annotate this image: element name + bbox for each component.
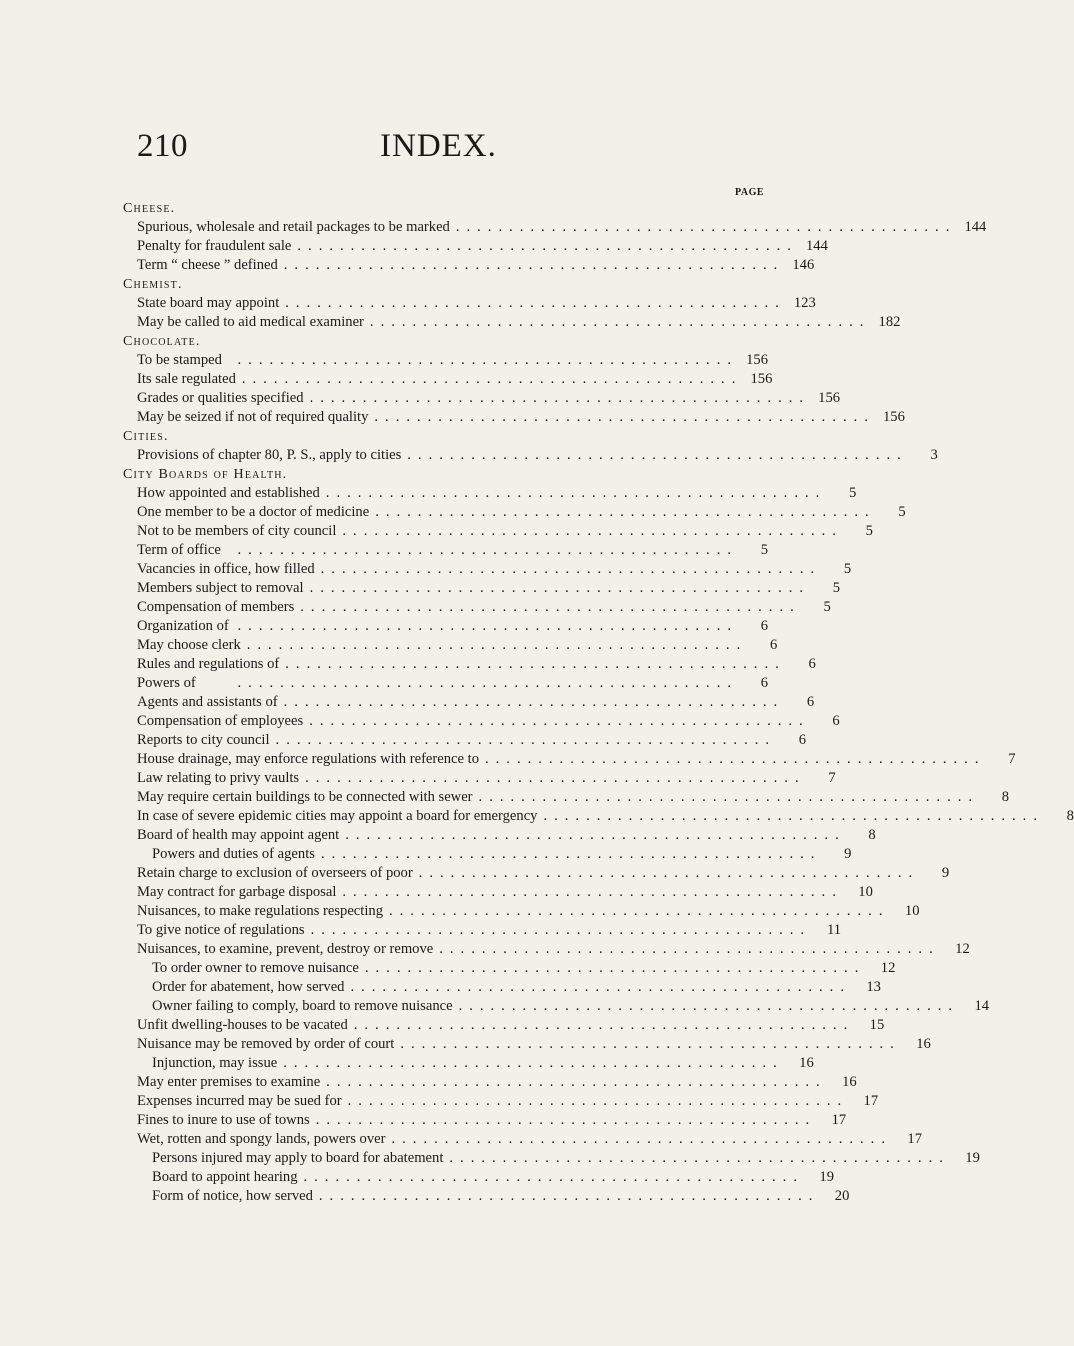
index-entry (123, 503, 906, 522)
entry-text: May be called to aid medical examiner (137, 314, 364, 330)
entry-page-number: 17 (907, 1131, 922, 1147)
entry-page-number: 17 (863, 1093, 879, 1109)
dot-leader: ............................................... (283, 1055, 784, 1071)
index-entry (123, 256, 815, 275)
entry-text: Members subject to removal (137, 580, 304, 596)
index-entry (123, 541, 768, 560)
entry-page-number: 17 (831, 1112, 847, 1128)
page-title: INDEX. (380, 128, 497, 164)
entry-page-number: 6 (760, 675, 768, 691)
entry-page-number: 6 (806, 694, 815, 710)
dot-leader: ............................................... (418, 865, 920, 881)
dot-leader: ............................................... (320, 846, 822, 862)
entry-text: Reports to city council (137, 732, 270, 748)
entry-text: Its sale regulated (137, 371, 236, 387)
entry-page-number: 9 (844, 846, 852, 862)
index-entry (123, 788, 1010, 807)
dot-leader: ............................................... (315, 1112, 817, 1128)
index-entry (123, 370, 773, 389)
entry-page-number: 14 (974, 998, 990, 1014)
dot-leader: ............................................... (345, 827, 846, 843)
dot-leader: ............................................... (400, 1036, 901, 1052)
index-entry (123, 845, 852, 864)
index-entry (123, 389, 841, 408)
dot-leader: ............................................... (297, 238, 798, 254)
dot-leader: ............................................... (375, 504, 876, 520)
entry-text: To order owner to remove nuisance (152, 960, 359, 976)
entry-text: Law relating to privy vaults (137, 770, 300, 786)
dot-leader: ............................................... (285, 656, 786, 672)
entry-text: How appointed and established (137, 485, 320, 501)
dot-leader: ............................................... (439, 941, 940, 957)
entry-text: Owner failing to comply, board to remove nuisance (152, 998, 453, 1014)
entry-page-number: 156 (750, 371, 773, 387)
dot-leader: ............................................... (237, 618, 738, 634)
index-entry (123, 522, 873, 541)
index-entry (123, 959, 896, 978)
dot-leader: ............................................... (303, 1169, 804, 1185)
dot-leader: ............................................... (246, 637, 748, 653)
dot-leader: ............................................... (320, 561, 822, 577)
entry-text: Grades or qualities specified (137, 390, 304, 406)
entry-text: May choose clerk (137, 637, 241, 653)
entry-text: Vacancies in office, how filled (137, 561, 315, 577)
section-heading: Cheese. (123, 201, 176, 216)
index-entry (123, 731, 807, 750)
entry-page-number: 20 (834, 1188, 850, 1204)
dot-leader: ............................................... (374, 409, 875, 425)
entry-text: Term “ cheese ” defined (137, 257, 278, 273)
entry-text: Agents and assistants of (137, 694, 278, 710)
index-entry (123, 560, 852, 579)
entry-page-number: 156 (883, 409, 905, 425)
entry-page-number: 12 (955, 941, 970, 957)
entry-page-number: 5 (848, 485, 857, 501)
entry-page-number: 5 (832, 580, 841, 596)
entry-page-number: 13 (866, 979, 881, 995)
entry-page-number: 6 (808, 656, 816, 672)
entry-text: Organization of (137, 618, 229, 634)
entry-text: Nuisances, to examine, prevent, destroy or remove (137, 941, 434, 957)
section-heading: Cities. (123, 429, 169, 444)
entry-page-number: 5 (865, 523, 873, 539)
dot-leader: ............................................... (241, 371, 743, 387)
section-heading: Chemist. (123, 277, 183, 292)
dot-leader: ............................................... (305, 770, 806, 786)
dot-leader: ............................................... (391, 1131, 892, 1147)
index-entry (123, 693, 815, 712)
dot-leader: ............................................... (407, 447, 908, 463)
dot-leader: ............................................... (342, 523, 843, 539)
index-entry (123, 921, 842, 940)
entry-text: Expenses incurred may be sued for (137, 1093, 342, 1109)
index-entry (123, 313, 901, 332)
entry-text: Powers of (137, 675, 196, 691)
entry-page-number: 5 (760, 542, 768, 558)
entry-page-number: 5 (898, 504, 906, 520)
entry-text: May be seized if not of required quality (137, 409, 369, 425)
dot-leader: ............................................... (237, 352, 738, 368)
entry-text: In case of severe epidemic cities may appoint a board for emergency (137, 808, 538, 824)
index-entry (123, 1035, 931, 1054)
index-entry (123, 408, 905, 427)
dot-leader: ............................................... (369, 314, 871, 330)
entry-text: Order for abatement, how served (152, 979, 345, 995)
entry-text: Unfit dwelling-houses to be vacated (137, 1017, 348, 1033)
entry-text: May require certain buildings to be connected with sewer (137, 789, 473, 805)
entry-page-number: 9 (941, 865, 950, 881)
dot-leader: ............................................... (309, 713, 810, 729)
dot-leader: ............................................... (449, 1150, 950, 1166)
dot-leader: ............................................... (543, 808, 1044, 824)
dot-leader: ............................................... (326, 1074, 827, 1090)
entry-page-number: 123 (793, 295, 816, 311)
index-entry (123, 712, 840, 731)
entry-page-number: 16 (842, 1074, 857, 1090)
index-entry (123, 864, 950, 883)
index-entry (123, 1187, 850, 1206)
index-entry (123, 617, 768, 636)
entry-page-number: 144 (964, 219, 987, 235)
dot-leader: ............................................... (347, 1093, 849, 1109)
entry-text: Board of health may appoint agent (137, 827, 340, 843)
index-entry (123, 294, 816, 313)
entry-page-number: 16 (799, 1055, 814, 1071)
dot-leader: ............................................... (283, 694, 785, 710)
index-entry (123, 883, 873, 902)
index-entry (123, 997, 990, 1016)
index-entry (123, 218, 987, 237)
entry-page-number: 3 (930, 447, 938, 463)
entry-text: Penalty for fraudulent sale (137, 238, 292, 254)
dot-leader: ............................................... (353, 1017, 855, 1033)
entry-page-number: 19 (819, 1169, 834, 1185)
entry-page-number: 182 (878, 314, 901, 330)
entry-page-number: 6 (798, 732, 807, 748)
dot-leader: ............................................... (342, 884, 843, 900)
entry-page-number: 10 (904, 903, 920, 919)
dot-leader: ............................................... (325, 485, 827, 501)
entry-text: To be stamped (137, 352, 222, 368)
dot-leader: ............................................... (318, 1188, 820, 1204)
entry-page-number: 11 (827, 922, 842, 938)
index-list (123, 199, 1074, 1206)
dot-leader: ............................................... (458, 998, 960, 1014)
index-entry (123, 237, 828, 256)
index-entry (123, 655, 816, 674)
entry-text: Compensation of members (137, 599, 295, 615)
entry-page-number: 10 (858, 884, 873, 900)
entry-page-number: 144 (806, 238, 828, 254)
entry-text: One member to be a doctor of medicine (137, 504, 370, 520)
index-entry (123, 1073, 857, 1092)
dot-leader: ............................................... (309, 390, 811, 406)
section-heading: Chocolate. (123, 334, 201, 349)
entry-text: State board may appoint (137, 295, 280, 311)
dot-leader: ............................................... (485, 751, 986, 767)
dot-leader: ............................................... (283, 257, 785, 273)
entry-text: Injunction, may issue (152, 1055, 278, 1071)
dot-leader: ............................................... (455, 219, 957, 235)
entry-text: Nuisance may be removed by order of court (137, 1036, 395, 1052)
index-entry (123, 1130, 922, 1149)
index-entry (123, 484, 857, 503)
entry-page-number: 6 (760, 618, 768, 634)
index-entry (123, 1168, 834, 1187)
entry-text: Not to be members of city council (137, 523, 337, 539)
entry-page-number: 8 (1001, 789, 1010, 805)
entry-text: Fines to inure to use of towns (137, 1112, 310, 1128)
entry-text: Form of notice, how served (152, 1188, 313, 1204)
entry-text: Wet, rotten and spongy lands, powers over (137, 1131, 386, 1147)
entry-page-number: 6 (832, 713, 840, 729)
entry-text: May enter premises to examine (137, 1074, 321, 1090)
section-heading: City Boards of Health. (123, 467, 288, 482)
dot-leader: ............................................... (310, 922, 812, 938)
entry-page-number: 6 (769, 637, 778, 653)
index-entry (123, 598, 831, 617)
entry-text: Term of office (137, 542, 221, 558)
dot-leader: ............................................... (389, 903, 890, 919)
index-entry (123, 807, 1074, 826)
index-entry (123, 826, 876, 845)
dot-leader: ............................................... (237, 675, 738, 691)
entry-text: Persons injured may apply to board for abatement (152, 1150, 444, 1166)
entry-page-number: 7 (1008, 751, 1016, 767)
dot-leader: ............................................... (237, 542, 738, 558)
entry-text: Compensation of employees (137, 713, 304, 729)
entry-page-number: 5 (843, 561, 852, 577)
entry-text: Powers and duties of agents (152, 846, 315, 862)
entry-page-number: 16 (916, 1036, 931, 1052)
index-entry (123, 446, 938, 465)
entry-text: To give notice of regulations (137, 922, 305, 938)
entry-text: May contract for garbage disposal (137, 884, 337, 900)
index-entry (123, 902, 920, 921)
index-entry (123, 1149, 980, 1168)
index-entry (123, 1016, 885, 1035)
index-entry (123, 674, 768, 693)
entry-text: Rules and regulations of (137, 656, 280, 672)
entry-page-number: 12 (880, 960, 896, 976)
entry-page-number: 7 (828, 770, 836, 786)
entry-text: Nuisances, to make regulations respecting (137, 903, 383, 919)
index-entry (123, 978, 881, 997)
dot-leader: ............................................... (309, 580, 811, 596)
entry-page-number: 19 (965, 1150, 980, 1166)
entry-text: House drainage, may enforce regulations with reference to (137, 751, 479, 767)
entry-page-number: 156 (818, 390, 841, 406)
entry-text: Retain charge to exclusion of overseers of poor (137, 865, 413, 881)
index-entry (123, 579, 841, 598)
dot-leader: ............................................... (478, 789, 980, 805)
dot-leader: ............................................... (300, 599, 801, 615)
dot-leader: ............................................... (350, 979, 851, 995)
index-entry (123, 1092, 879, 1111)
index-entry (123, 750, 1016, 769)
entry-page-number: 146 (792, 257, 815, 273)
entry-page-number: 8 (1066, 808, 1074, 824)
index-entry (123, 769, 836, 788)
entry-text: Provisions of chapter 80, P. S., apply to cities (137, 447, 402, 463)
index-entry (123, 636, 778, 655)
entry-page-number: 8 (868, 827, 876, 843)
entry-page-number: 15 (869, 1017, 885, 1033)
entry-page-number: 156 (746, 352, 768, 368)
index-entry (123, 1054, 814, 1073)
dot-leader: ............................................... (285, 295, 786, 311)
index-entry (123, 940, 970, 959)
dot-leader: ............................................... (275, 732, 777, 748)
entry-page-number: 5 (823, 599, 831, 615)
entry-text: Board to appoint hearing (152, 1169, 298, 1185)
index-entry (123, 351, 768, 370)
entry-text: Spurious, wholesale and retail packages to be marked (137, 219, 450, 235)
index-entry (123, 1111, 847, 1130)
dot-leader: ............................................... (364, 960, 866, 976)
page-column-label: PAGE (735, 187, 765, 198)
page-number: 210 (137, 128, 188, 164)
